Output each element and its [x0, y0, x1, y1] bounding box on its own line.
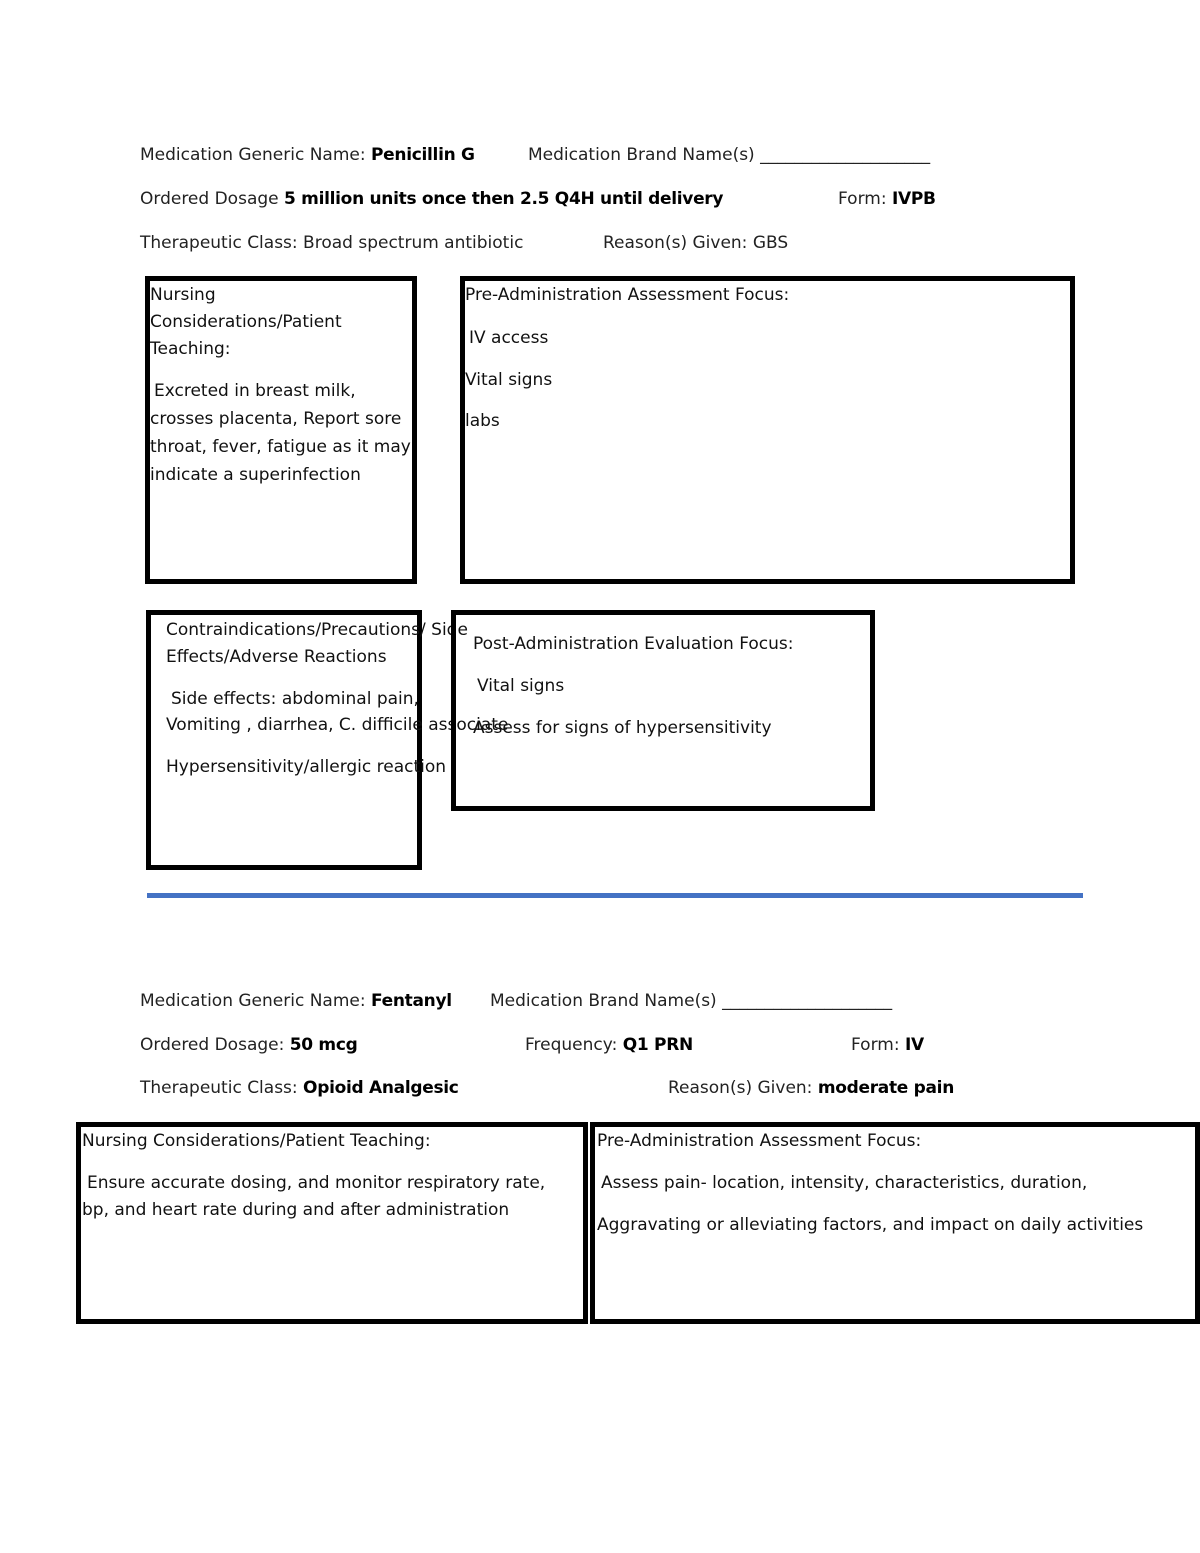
- med2-generic-name-line: [140, 990, 452, 1012]
- med1-post-admin-text: [473, 631, 873, 742]
- med1-pre-admin-text: [465, 282, 1065, 435]
- med2-reason-value: moderate pain: [817, 1078, 955, 1098]
- med1-contra-heading-2: Effects/Adverse Reactions: [166, 647, 387, 667]
- med2-form-label: Form:: [851, 1035, 900, 1055]
- med2-frequency-label: Frequency:: [525, 1035, 618, 1055]
- med1-form-label: Form:: [838, 189, 887, 209]
- med1-reason-label: Reason(s) Given:: [603, 233, 748, 253]
- med1-contra-heading-1: Contraindications/Precautions/ Side: [166, 620, 468, 640]
- med1-post-admin-heading: Post-Administration Evaluation Focus:: [473, 634, 794, 654]
- med1-brand-name-line: [528, 144, 930, 166]
- med2-form-line: [851, 1034, 924, 1056]
- med1-nursing-heading-3: Teaching:: [150, 339, 231, 359]
- med1-brand-blank: ____________________: [760, 145, 931, 165]
- med1-nursing-text: [150, 282, 415, 489]
- med2-pre-admin-item-2: Aggravating or alleviating factors, and impact on daily activities: [597, 1215, 1144, 1235]
- med1-class-label: Therapeutic Class:: [140, 233, 298, 253]
- med1-class-value: Broad spectrum antibiotic: [303, 233, 524, 253]
- med2-pre-admin-text: [597, 1128, 1197, 1239]
- med1-contra-side-text-2: Vomiting , diarrhea, C. difficile associate: [166, 715, 509, 735]
- med1-contra-side-label: Side effects:: [171, 689, 277, 709]
- med1-contra-text: [166, 617, 509, 781]
- med2-brand-label: Medication Brand Name(s): [490, 991, 717, 1011]
- med2-class-label: Therapeutic Class:: [140, 1078, 298, 1098]
- med2-nursing-body-2: bp, and heart rate during and after administration: [82, 1200, 510, 1220]
- med1-nursing-body-3: throat, fever, fatigue as it may: [150, 437, 411, 457]
- med2-nursing-body-1: Ensure accurate dosing, and monitor respiratory rate,: [87, 1173, 546, 1193]
- med1-post-admin-item: Vital signs: [477, 676, 565, 696]
- section-divider: [147, 893, 1083, 898]
- med1-dosage-line: [140, 188, 723, 210]
- med1-generic-value: Penicillin G: [371, 145, 475, 165]
- med1-nursing-heading-1: Nursing: [150, 285, 216, 305]
- med1-nursing-body-1: Excreted in breast milk,: [154, 381, 356, 401]
- med1-nursing-body-2: crosses placenta, Report sore: [150, 409, 402, 429]
- med2-dosage-line: [140, 1034, 358, 1056]
- med2-pre-admin-heading: Pre-Administration Assessment Focus:: [597, 1131, 922, 1151]
- med2-frequency-value: Q1 PRN: [622, 1035, 693, 1055]
- med1-reason-value: GBS: [752, 233, 789, 253]
- med2-brand-name-line: [490, 990, 892, 1012]
- med1-dosage-label: Ordered Dosage: [140, 189, 279, 209]
- med1-pre-admin-item: labs: [465, 411, 500, 431]
- med1-nursing-body-4: indicate a superinfection: [150, 465, 361, 485]
- med1-dosage-value: 5 million units once then 2.5 Q4H until delivery: [284, 189, 724, 209]
- med1-nursing-heading-2: Considerations/Patient: [150, 312, 342, 332]
- med1-contra-side-effects: [166, 686, 486, 713]
- med1-post-admin-item: Assess for signs of hypersensitivity: [473, 718, 772, 738]
- med2-generic-value: Fentanyl: [371, 991, 452, 1011]
- med2-class-value: Opioid Analgesic: [303, 1078, 459, 1098]
- med1-class-line: [140, 232, 523, 254]
- med1-contra-hyper: Hypersensitivity/allergic reaction: [166, 757, 447, 777]
- med1-form-value: IVPB: [891, 189, 936, 209]
- med2-brand-blank: ____________________: [722, 991, 893, 1011]
- med2-nursing-heading: Nursing Considerations/Patient Teaching:: [82, 1131, 431, 1151]
- med1-pre-admin-item: IV access: [469, 328, 549, 348]
- med2-reason-line: [668, 1077, 954, 1099]
- med2-frequency-line: [525, 1034, 693, 1056]
- med1-generic-name-line: [140, 144, 475, 166]
- med1-pre-admin-item: Vital signs: [465, 370, 553, 390]
- med1-brand-label: Medication Brand Name(s): [528, 145, 755, 165]
- med2-reason-label: Reason(s) Given:: [668, 1078, 813, 1098]
- med1-generic-label: Medication Generic Name:: [140, 145, 366, 165]
- med2-generic-label: Medication Generic Name:: [140, 991, 366, 1011]
- med2-pre-admin-item-1: Assess pain- location, intensity, characteristics, duration,: [601, 1173, 1088, 1193]
- med2-dosage-label: Ordered Dosage:: [140, 1035, 285, 1055]
- med1-pre-admin-heading: Pre-Administration Assessment Focus:: [465, 285, 790, 305]
- med1-form-line: [838, 188, 936, 210]
- med2-form-value: IV: [904, 1035, 924, 1055]
- med1-reason-line: [603, 232, 788, 254]
- med2-dosage-value: 50 mcg: [289, 1035, 358, 1055]
- med2-nursing-text: [82, 1128, 582, 1224]
- med1-contra-side-text-1: abdominal pain,: [281, 689, 419, 709]
- med2-class-line: [140, 1077, 459, 1099]
